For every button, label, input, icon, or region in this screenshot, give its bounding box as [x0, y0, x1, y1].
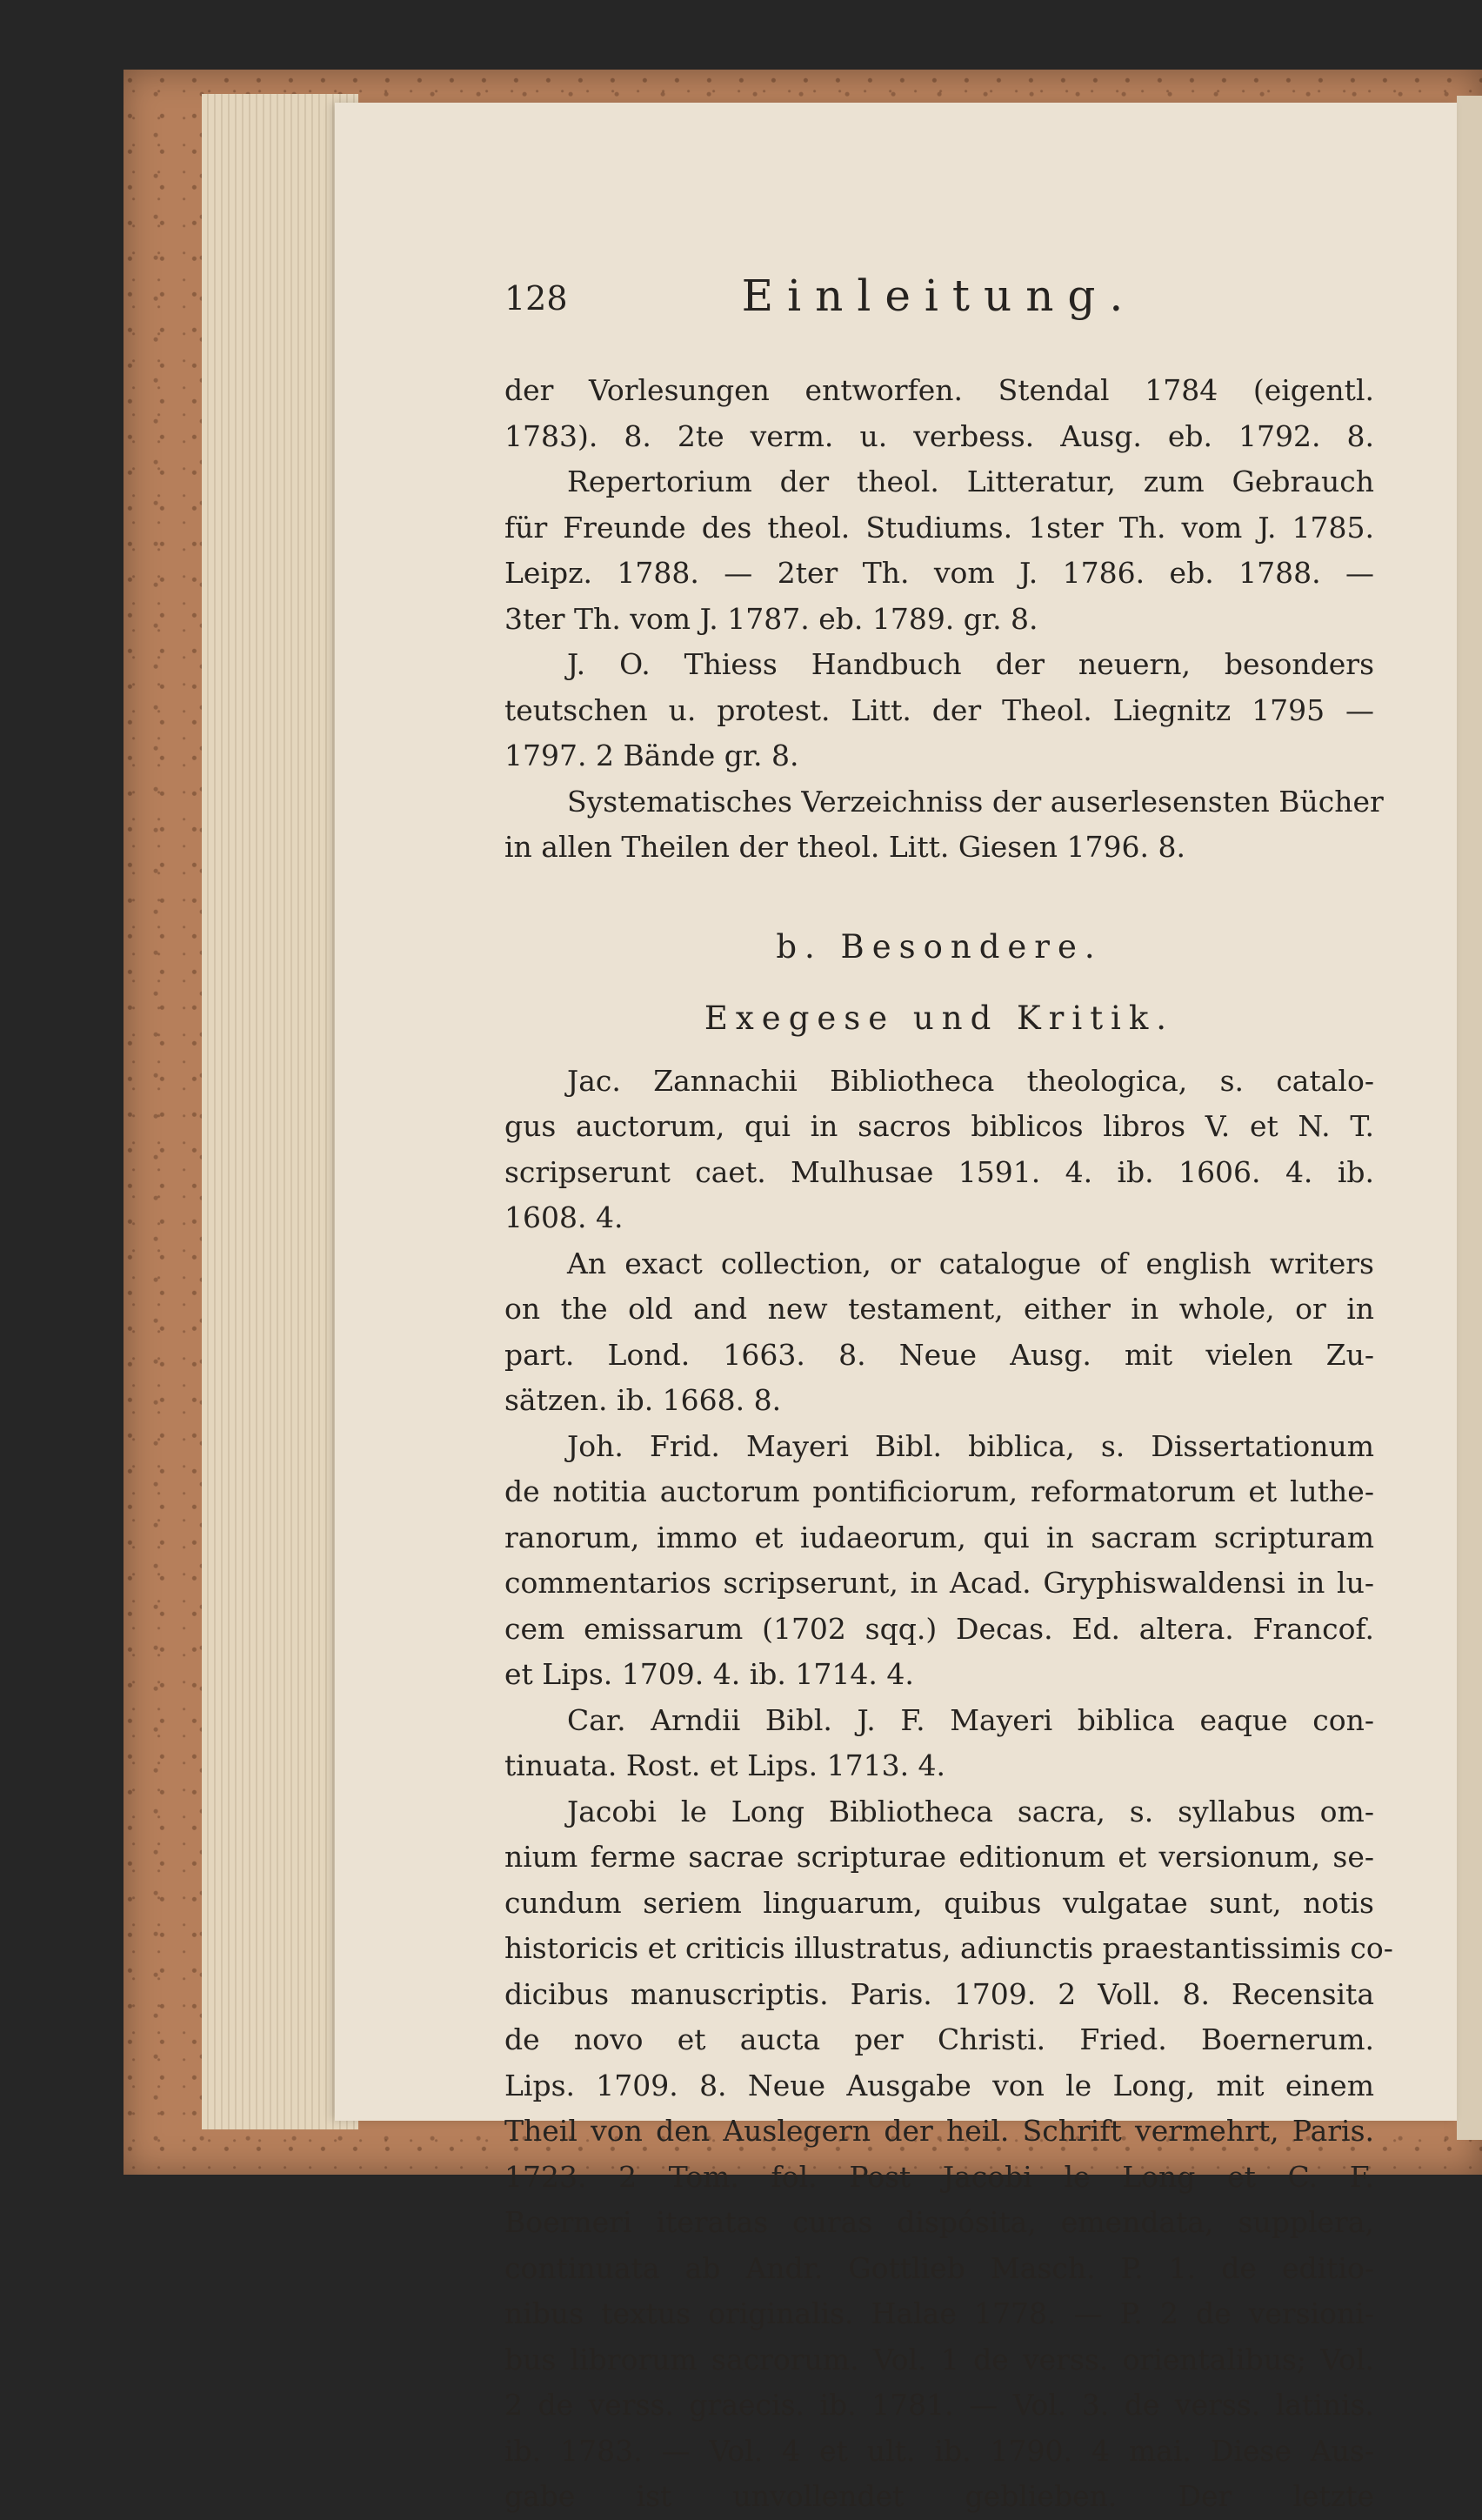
text-line: commentarios scripserunt, in Acad. Gryphiswaldensi in lu-: [504, 1566, 1374, 1600]
text-line: 3ter Th. vom J. 1787. eb. 1789. gr. 8.: [504, 601, 1038, 636]
text-line: Jacobi le Long Bibliotheca sacra, s. syllabus om-: [567, 1794, 1374, 1828]
text-line: Systematisches Verzeichniss der auserlesensten Bücher: [567, 784, 1384, 819]
text-line: cundum seriem linguarum, quibus vulgatae sunt, notis: [504, 1885, 1374, 1920]
text-line: Joh. Frid. Mayeri Bibl. biblica, s. Dissertationum: [567, 1428, 1374, 1463]
text-line: 1608. 4.: [504, 1200, 624, 1234]
text-line: historicis et criticis illustratus, adiunctis praestantissimis co-: [504, 1931, 1393, 1965]
text-line: ranorum, immo et iudaeorum, qui in sacram scripturam: [504, 1520, 1374, 1554]
text-line: Repertorium der theol. Litteratur, zum Gebrauch: [567, 465, 1374, 498]
text-line: Theil von den Auslegern der heil. Schrift vermehrt, Paris.: [504, 2114, 1374, 2148]
running-title: Einleitung.: [741, 271, 1138, 321]
text-line: gabe ist unvollendet geblieben. Der letzte: [504, 2479, 1374, 2513]
page-header: [504, 264, 1374, 342]
page-number: 128: [504, 279, 568, 318]
text-line: in allen Theilen der theol. Litt. Giesen 1796. 8.: [504, 830, 1185, 864]
facing-page-edge: [1457, 96, 1482, 2140]
text-line: bus librorum sacrorum. Vol. 1 de verss. orientalibus; Vol.: [504, 2342, 1374, 2376]
text-line: 1797. 2 Bände gr. 8.: [504, 739, 799, 772]
text-line: de novo et aucta per Christi. Fried. Boernerum.: [504, 2022, 1374, 2056]
text-line: part. Lond. 1663. 8. Neue Ausg. mit vielen Zu-: [504, 1337, 1374, 1372]
text-line: scripserunt caet. Mulhusae 1591. 4. ib. 1606. 4. ib.: [504, 1154, 1374, 1189]
text-line: dicibus manuscriptis. Paris. 1709. 2 Voll. 8. Recensita: [504, 1976, 1374, 2011]
text-line: Jac. Zannachii Bibliotheca theologica, s. catalo-: [567, 1063, 1374, 1098]
text-line: Leipz. 1788. — 2ter Th. vom J. 1786. eb. 1788. —: [504, 556, 1374, 590]
text-line: on the old and new testament, either in whole, or in: [504, 1292, 1374, 1326]
subsection-heading: Exegese und Kritik.: [704, 999, 1175, 1037]
text-line: Boerneri iteratas curas dispósita, emendata, supplera,: [504, 2205, 1374, 2239]
paragraph-group-general: [504, 368, 1384, 871]
text-line: nibus textus originalis. Halae 1778. — P. 2 de versioni-: [504, 2296, 1374, 2330]
text-line: nium ferme sacrae scripturae editionum et versionum, se-: [504, 1840, 1374, 1874]
text-line: continuata ab Andr. Gottlieb Masch. P. 1. de editio-: [504, 2250, 1374, 2285]
text-line: teutschen u. protest. Litt. der Theol. Liegnitz 1795 —: [504, 692, 1374, 727]
text-line: tinuata. Rost. et Lips. 1713. 4.: [504, 1748, 946, 1782]
text-line: gus auctorum, qui in sacros biblicos libros V. et N. T.: [504, 1109, 1374, 1143]
text-line: cem emissarum (1702 sqq.) Decas. Ed. altera. Francof.: [504, 1611, 1374, 1646]
text-line: sätzen. ib. 1668. 8.: [504, 1383, 782, 1417]
book-page: [335, 103, 1457, 2513]
text-line: 2 de verss. graecis. ib. 1781. — Vol. 3. de verss. latinis.: [504, 2388, 1374, 2422]
text-line: Lips. 1709. 8. Neue Ausgabe von le Long, mit einem: [504, 2068, 1374, 2102]
text-block: [504, 264, 1393, 2520]
text-line: für Freunde des theol. Studiums. 1ster Th. vom J. 1785.: [504, 510, 1374, 545]
text-line: et Lips. 1709. 4. ib. 1714. 4.: [504, 1657, 914, 1691]
text-line: der Vorlesungen entworfen. Stendal 1784 (eigentl.: [504, 373, 1374, 407]
text-line: 1723. 2 Tom. fol. Post Jacobi le Long et C. F.: [504, 2159, 1374, 2194]
text-line: de notitia auctorum pontificiorum, reformatorum et luthe-: [504, 1474, 1374, 1508]
text-line: An exact collection, or catalogue of english writers: [567, 1246, 1374, 1280]
text-line: J. O. Thiess Handbuch der neuern, besonders: [567, 647, 1374, 681]
section-heading: b. Besondere.: [776, 927, 1103, 966]
text-line: 1783). 8. 2te verm. u. verbess. Ausg. eb. 1792. 8.: [504, 418, 1374, 453]
paragraph-group-exegese: [504, 1059, 1393, 2520]
text-line: ib. 1783. — Vol. 4 et ult. ib. 1790. 4 mai. Diese Aus-: [504, 2433, 1374, 2468]
text-line: Car. Arndii Bibl. J. F. Mayeri biblica eaque con-: [567, 1702, 1374, 1737]
